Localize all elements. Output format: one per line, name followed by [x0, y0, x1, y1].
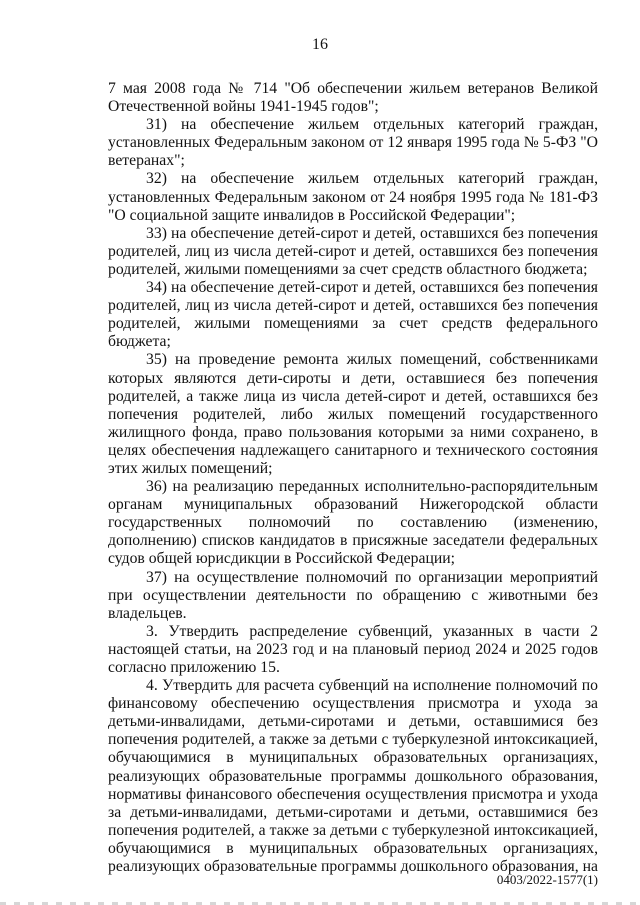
- list-item-36: 36) на реализацию переданных исполнительно-распорядительным органам муниципальных образований Нижегородской области государственных полномочий по составлению (изменению, дополнению) списков кандидатов в присяжные заседатели федеральных судов общей юрисдикции в Российской Федерации;: [108, 478, 598, 568]
- document-body: [108, 80, 598, 876]
- list-item-34: 34) на обеспечение детей-сирот и детей, оставшихся без попечения родителей, лиц из числа детей-сирот и детей, оставшихся без попечения родителей, жилыми помещениями за счет средств федерального бюджета;: [108, 279, 598, 351]
- list-item-35: 35) на проведение ремонта жилых помещений, собственниками которых являются дети-сироты и дети, оставшиеся без попечения родителей, а также лица из числа детей-сирот и детей, оставшихся без попечения родителей, либо жилых помещений государственного жилищного фонда, право пользования которыми за ними сохранено, в целях обеспечения надлежащего санитарного и технического состояния этих жилых помещений;: [108, 351, 598, 477]
- list-item-33: 33) на обеспечение детей-сирот и детей, оставшихся без попечения родителей, лиц из числа детей-сирот и детей, оставшихся без попечения родителей, жилыми помещениями за счет средств областного бюджета;: [108, 224, 598, 278]
- list-item-37: 37) на осуществление полномочий по организации мероприятий при осуществлении деятельности по обращению с животными без владельцев.: [108, 568, 598, 622]
- clause-3: 3. Утвердить распределение субвенций, указанных в части 2 настоящей статьи, на 2023 год и на плановый период 2024 и 2025 годов согласно приложению 15.: [108, 622, 598, 676]
- paragraph-continuation: 7 мая 2008 года № 714 "Об обеспечении жильем ветеранов Великой Отечественной войны 1941-1945 годов";: [108, 80, 598, 116]
- page-number: 16: [312, 36, 328, 53]
- clause-4: 4. Утвердить для расчета субвенций на исполнение полномочий по финансовому обеспечению осуществления присмотра и ухода за детьми-инвалидами, детьми-сиротами и детьми, оставшимися без попечения родителей, а также за детьми с туберкулезной интоксикацией, обучающимися в муниципальных образовательных организациях, реализующих образовательные программы дошкольного образования, нормативы финансового обеспечения осуществления присмотра и ухода за детьми-инвалидами, детьми-сиротами и детьми, оставшимися без попечения родителей, а также за детьми с туберкулезной интоксикацией, обучающимися в муниципальных образовательных организациях, реализующих образовательные программы дошкольного образования, на: [108, 677, 598, 876]
- list-item-31: 31) на обеспечение жильем отдельных категорий граждан, установленных Федеральным законом от 12 января 1995 года № 5-ФЗ "О ветеранах";: [108, 116, 598, 170]
- list-item-32: 32) на обеспечение жильем отдельных категорий граждан, установленных Федеральным законом от 24 ноября 1995 года № 181-ФЗ "О социальной защите инвалидов в Российской Федерации";: [108, 170, 598, 224]
- document-code: 0403/2022-1577(1): [496, 872, 598, 887]
